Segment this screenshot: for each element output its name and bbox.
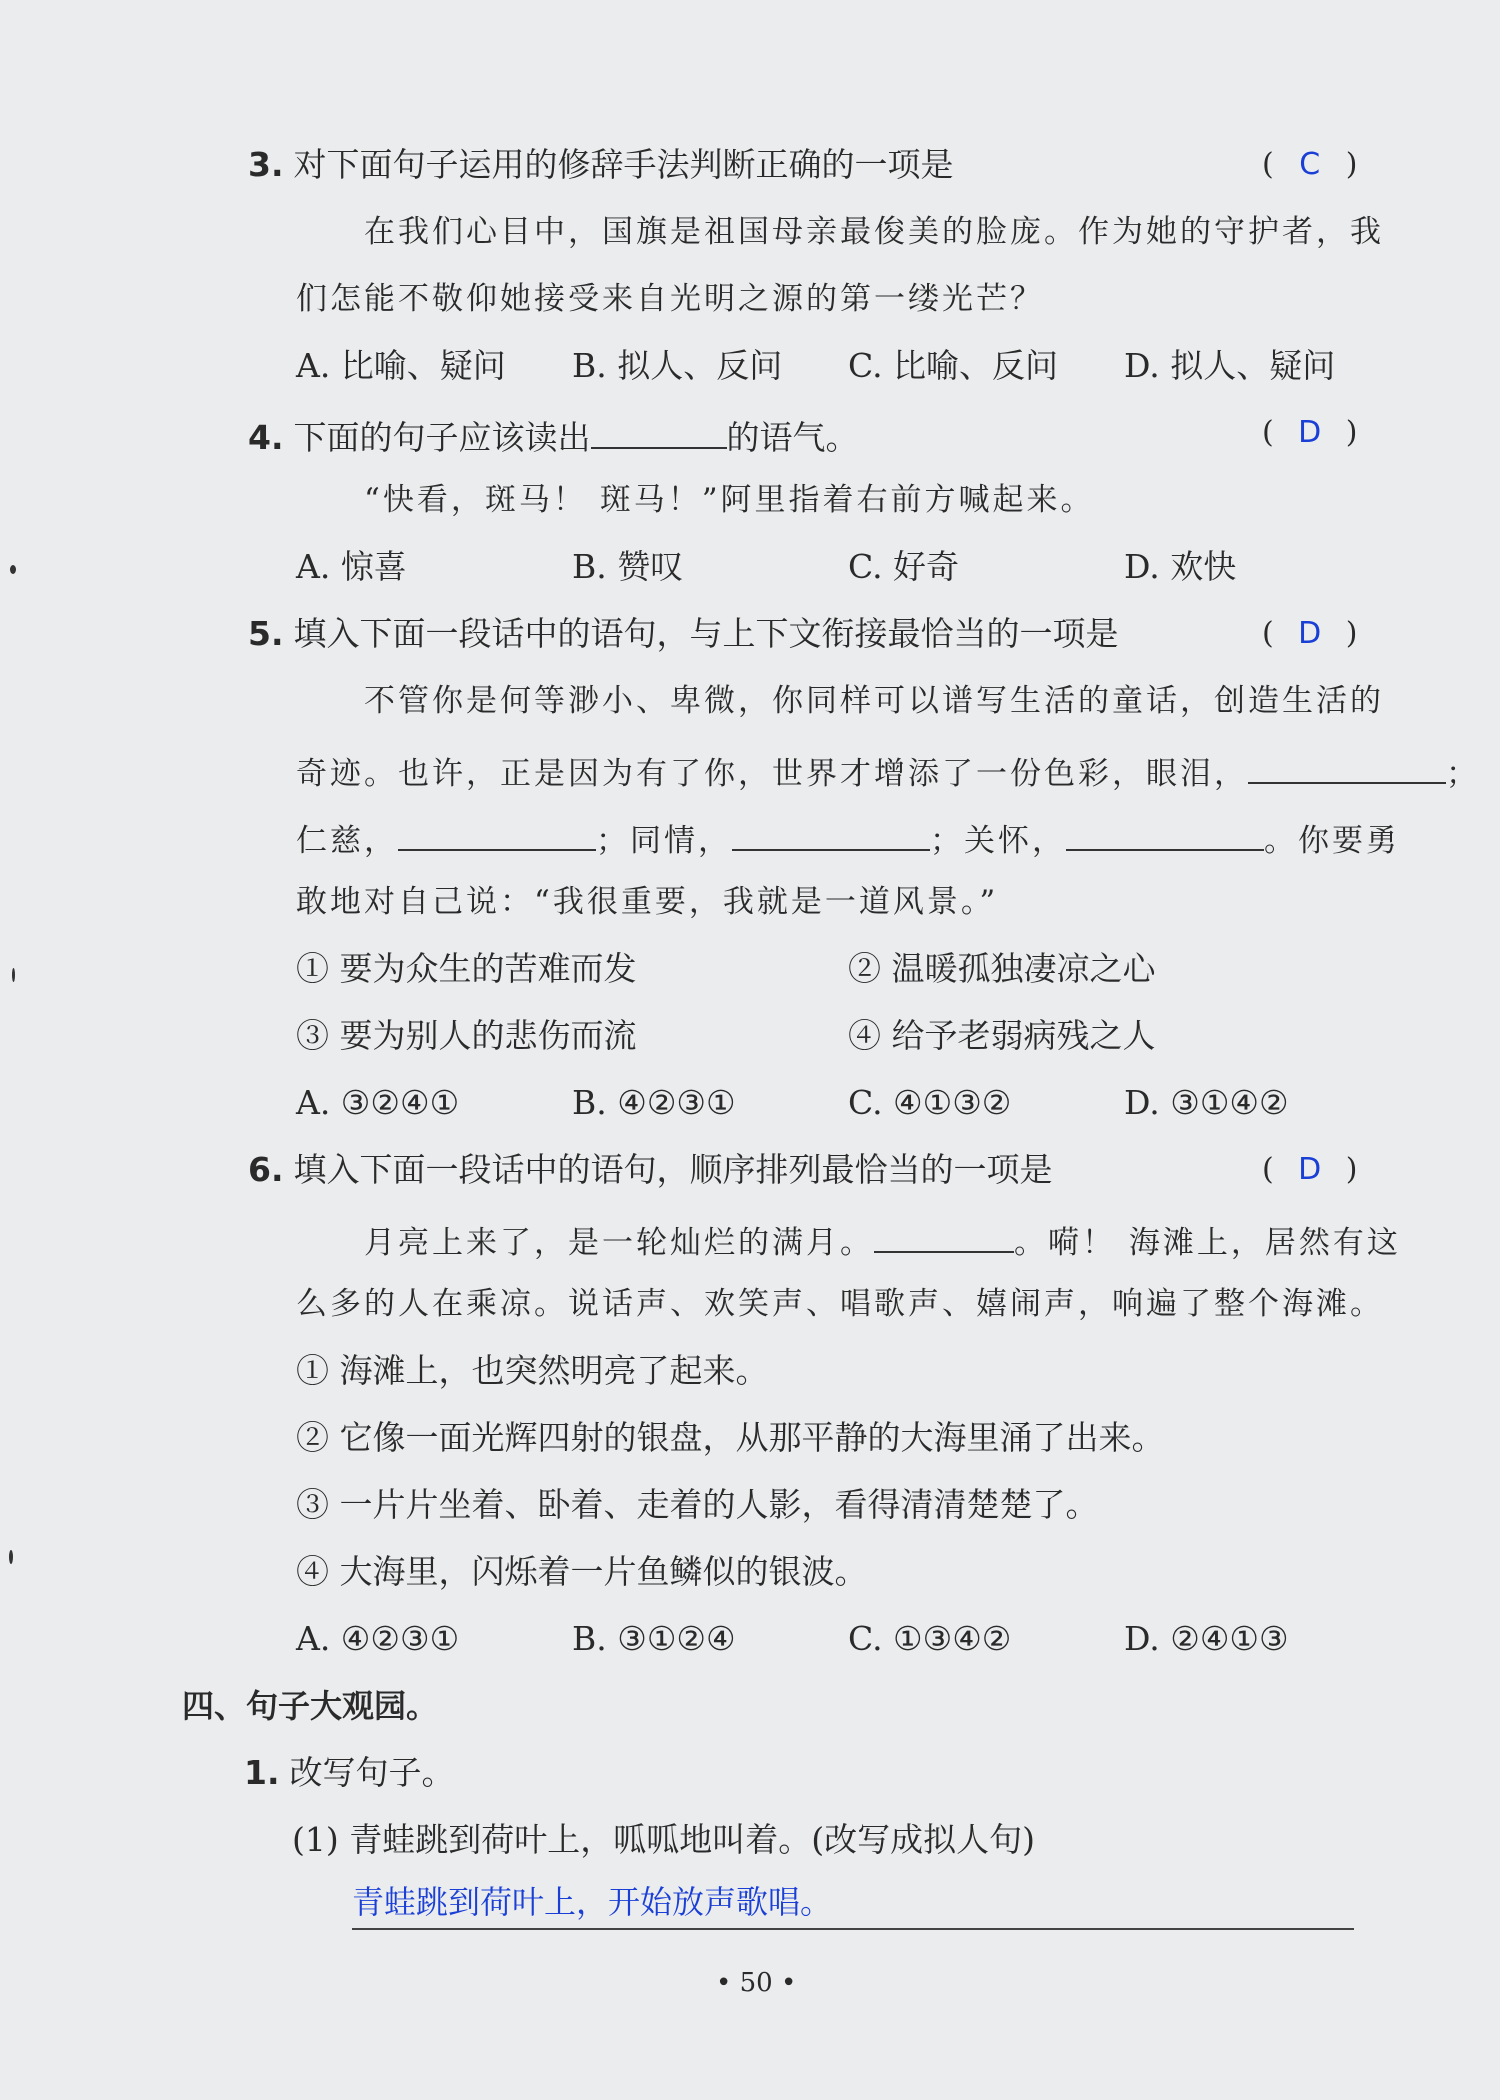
- q6-answer-bracket: ( D ): [1262, 1150, 1357, 1190]
- q4-answer-bracket: ( D ): [1262, 413, 1357, 453]
- q5-p3-d: 。你要勇: [1264, 823, 1400, 859]
- q4-option-a: A. 惊喜: [296, 547, 407, 586]
- q4-option-c: C. 好奇: [848, 547, 960, 586]
- q4-option-d: D. 欢快: [1124, 547, 1237, 586]
- q5-item-1: ① 要为众生的苦难而发: [296, 949, 637, 988]
- q6-answer: D: [1298, 1152, 1322, 1187]
- section-4-q1-number: 1.: [244, 1753, 280, 1792]
- q6-passage-1b: 。嗬！ 海滩上，居然有这: [1014, 1225, 1401, 1261]
- q5-passage-line-2-end: ；: [1446, 756, 1480, 792]
- q5-passage-line-4: 敢地对自己说：“我很重要，我就是一道风景。”: [296, 884, 999, 920]
- section-4-title: 四、句子大观园。: [182, 1687, 439, 1725]
- q3-answer-bracket: ( C ): [1262, 145, 1357, 185]
- q3-passage-line-1: 在我们心目中，国旗是祖国母亲最俊美的脸庞。作为她的守护者，我: [364, 214, 1384, 250]
- q3-option-d: D. 拟人、疑问: [1124, 346, 1336, 385]
- scan-mark: [9, 1550, 13, 1564]
- q5-p3-b: ；同情，: [596, 823, 732, 859]
- q3-number: 3.: [248, 145, 284, 184]
- q6-passage-line-2: 么多的人在乘凉。说话声、欢笑声、唱歌声、嬉闹声，响遍了整个海滩。: [296, 1286, 1384, 1322]
- q5-item-3: ③ 要为别人的悲伤而流: [296, 1016, 637, 1055]
- q5-stem: 填入下面一段话中的语句，与上下文衔接最恰当的一项是: [293, 614, 1119, 653]
- q5-item-4: ④ 给予老弱病残之人: [848, 1016, 1156, 1055]
- q5-p3-c: ；关怀，: [930, 823, 1066, 859]
- section-4-sub1-answer: 青蛙跳到荷叶上，开始放声歌唱。: [352, 1883, 833, 1921]
- scan-mark: [12, 968, 15, 982]
- q4-stem-line: [248, 413, 859, 458]
- answer-rule: [352, 1928, 1354, 1930]
- q6-option-a: A. ④②③①: [296, 1619, 460, 1658]
- q5-passage-line-1: 不管你是何等渺小、卑微，你同样可以谱写生活的童话，创造生活的: [364, 683, 1384, 719]
- q3-stem-line: [248, 145, 954, 185]
- section-4-q1-line: [244, 1753, 455, 1793]
- q4-passage: “快看，斑马！ 斑马！”阿里指着右前方喊起来。: [364, 482, 1095, 518]
- q4-answer: D: [1298, 415, 1322, 450]
- q5-passage-line-2-text: 奇迹。也许，正是因为有了你，世界才增添了一份色彩，眼泪，: [296, 756, 1248, 792]
- q5-option-d: D. ③①④②: [1124, 1083, 1289, 1122]
- section-4-sub1: (1) 青蛙跳到荷叶上，呱呱地叫着。(改写成拟人句): [292, 1820, 1035, 1859]
- q6-item-1: ① 海滩上，也突然明亮了起来。: [296, 1351, 769, 1390]
- q6-option-b: B. ③①②④: [572, 1619, 736, 1658]
- q6-option-d: D. ②④①③: [1124, 1619, 1289, 1658]
- q3-answer: C: [1299, 147, 1321, 182]
- q5-option-c: C. ④①③②: [848, 1083, 1012, 1122]
- q5-blank-3: [732, 815, 930, 851]
- q6-option-c: C. ①③④②: [848, 1619, 1012, 1658]
- q4-stem-before: 下面的句子应该读出: [293, 418, 591, 457]
- q4-number: 4.: [248, 418, 284, 457]
- q5-passage-line-3: [296, 815, 1400, 861]
- q6-item-3: ③ 一片片坐着、卧着、走着的人影，看得清清楚楚了。: [296, 1485, 1099, 1524]
- q3-passage-line-2: 们怎能不敬仰她接受来自光明之源的第一缕光芒？: [296, 281, 1044, 317]
- q5-blank-1: [1248, 748, 1446, 784]
- q3-option-a: A. 比喻、疑问: [296, 346, 506, 385]
- q5-passage-line-2: [296, 748, 1480, 794]
- page-number: • 50 •: [716, 1968, 797, 1998]
- q3-option-c: C. 比喻、反问: [848, 346, 1059, 385]
- q5-option-a: A. ③②④①: [296, 1083, 460, 1122]
- q4-blank: [591, 413, 727, 449]
- q5-option-b: B. ④②③①: [572, 1083, 736, 1122]
- q6-passage-line-1: [364, 1217, 1401, 1263]
- q6-blank: [874, 1217, 1014, 1253]
- q6-item-2: ② 它像一面光辉四射的银盘，从那平静的大海里涌了出来。: [296, 1418, 1165, 1457]
- q5-blank-4: [1066, 815, 1264, 851]
- q5-stem-line: [248, 614, 1119, 654]
- q5-answer: D: [1298, 616, 1322, 651]
- q5-item-2: ② 温暖孤独凄凉之心: [848, 949, 1156, 988]
- q5-answer-bracket: ( D ): [1262, 614, 1357, 654]
- q4-option-b: B. 赞叹: [572, 547, 684, 586]
- q6-number: 6.: [248, 1150, 284, 1189]
- q5-p3-a: 仁慈，: [296, 823, 398, 859]
- q6-stem-line: [248, 1150, 1053, 1190]
- q5-number: 5.: [248, 614, 284, 653]
- q5-blank-2: [398, 815, 596, 851]
- q4-stem-after: 的语气。: [726, 418, 859, 457]
- q6-item-4: ④ 大海里，闪烁着一片鱼鳞似的银波。: [296, 1552, 868, 1591]
- q3-stem: 对下面句子运用的修辞手法判断正确的一项是: [293, 145, 954, 184]
- section-4-q1-stem: 改写句子。: [289, 1753, 455, 1792]
- q3-option-b: B. 拟人、反问: [572, 346, 783, 385]
- scan-mark: [10, 565, 16, 574]
- q6-passage-1a: 月亮上来了，是一轮灿烂的满月。: [364, 1225, 874, 1261]
- q6-stem: 填入下面一段话中的语句，顺序排列最恰当的一项是: [293, 1150, 1053, 1189]
